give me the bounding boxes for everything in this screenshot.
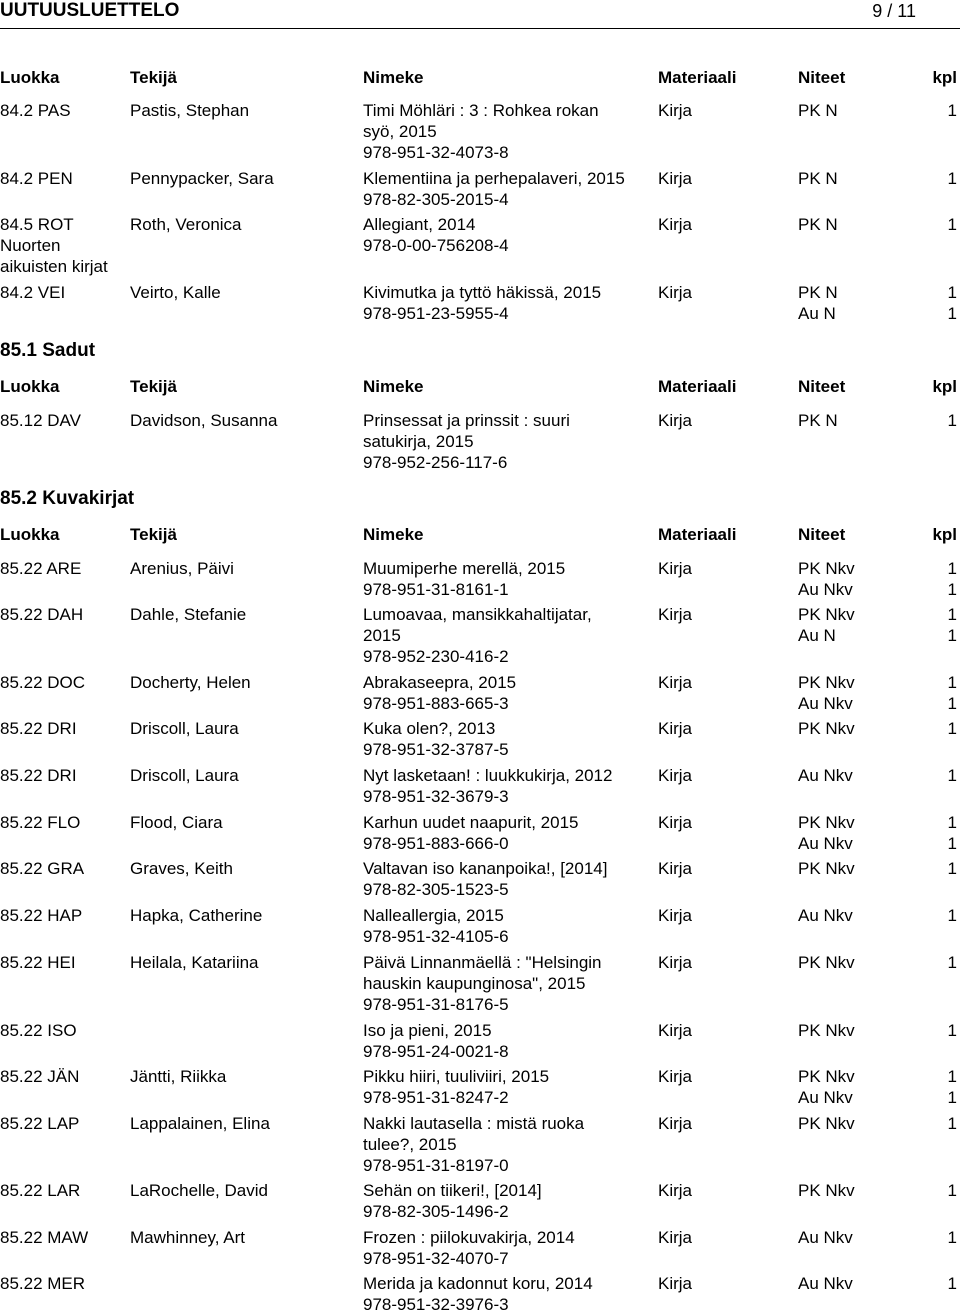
cell-nimeke: Pikku hiiri, tuuliviiri, 2015 bbox=[363, 1067, 550, 1086]
cell-kpl: 1 bbox=[947, 673, 957, 692]
cell-luokka: 84.2 PAS bbox=[0, 101, 71, 120]
cell-luokka: 85.22 ARE bbox=[0, 559, 82, 578]
cell-niteet: PK Nkv bbox=[798, 1021, 855, 1040]
cell-luokka: 85.22 DRI bbox=[0, 766, 77, 785]
cell-niteet: Au Nkv bbox=[798, 834, 853, 853]
cell-kpl: 1 bbox=[947, 953, 957, 972]
cell-materiaali: Kirja bbox=[658, 1181, 693, 1200]
cell-kpl: 1 bbox=[947, 559, 957, 578]
cell-nimeke: Kuka olen?, 2013 bbox=[363, 719, 496, 738]
cell-materiaali: Kirja bbox=[658, 813, 693, 832]
cell-luokka: 85.22 ISO bbox=[0, 1021, 77, 1040]
cell-nimeke: 978-0-00-756208-4 bbox=[363, 236, 509, 255]
cell-luokka: 85.22 DAH bbox=[0, 605, 84, 624]
column-header-nimeke: Nimeke bbox=[363, 377, 424, 396]
cell-luokka: 84.2 PEN bbox=[0, 169, 73, 188]
cell-kpl: 1 bbox=[947, 719, 957, 738]
cell-kpl: 1 bbox=[947, 1228, 957, 1247]
column-header-niteet: Niteet bbox=[798, 525, 846, 544]
section-title: 85.1 Sadut bbox=[0, 340, 96, 361]
cell-nimeke: 978-951-31-8197-0 bbox=[363, 1156, 509, 1175]
cell-kpl: 1 bbox=[947, 906, 957, 925]
cell-nimeke: 978-951-24-0021-8 bbox=[363, 1042, 509, 1061]
cell-kpl: 1 bbox=[947, 1114, 957, 1133]
column-header-luokka: Luokka bbox=[0, 525, 60, 544]
cell-nimeke: hauskin kaupunginosa", 2015 bbox=[363, 974, 586, 993]
cell-luokka: 85.22 DOC bbox=[0, 673, 86, 692]
cell-kpl: 1 bbox=[947, 766, 957, 785]
cell-kpl: 1 bbox=[947, 1021, 957, 1040]
cell-nimeke: Päivä Linnanmäellä : "Helsingin bbox=[363, 953, 602, 972]
cell-niteet: PK Nkv bbox=[798, 559, 855, 578]
cell-nimeke: satukirja, 2015 bbox=[363, 432, 474, 451]
cell-materiaali: Kirja bbox=[658, 283, 693, 302]
cell-tekija: Mawhinney, Art bbox=[130, 1228, 245, 1247]
cell-nimeke: Lumoavaa, mansikkahaltijatar, bbox=[363, 605, 592, 624]
cell-tekija: Pennypacker, Sara bbox=[130, 169, 274, 188]
cell-tekija: Hapka, Catherine bbox=[130, 906, 263, 925]
cell-kpl: 1 bbox=[947, 1181, 957, 1200]
cell-nimeke: Nyt lasketaan! : luukkukirja, 2012 bbox=[363, 766, 613, 785]
cell-niteet: PK Nkv bbox=[798, 605, 855, 624]
cell-nimeke: Klementiina ja perhepalaveri, 2015 bbox=[363, 169, 625, 188]
cell-materiaali: Kirja bbox=[658, 719, 693, 738]
cell-luokka: 85.22 HAP bbox=[0, 906, 83, 925]
header-rule bbox=[0, 28, 960, 29]
column-header-tekija: Tekijä bbox=[130, 525, 177, 544]
cell-materiaali: Kirja bbox=[658, 411, 693, 430]
cell-tekija: Docherty, Helen bbox=[130, 673, 251, 692]
cell-nimeke: 978-951-883-665-3 bbox=[363, 694, 509, 713]
column-header-row bbox=[0, 376, 960, 398]
cell-nimeke: Sehän on tiikeri!, [2014] bbox=[363, 1181, 542, 1200]
cell-kpl: 1 bbox=[947, 813, 957, 832]
cell-niteet: Au Nkv bbox=[798, 906, 853, 925]
cell-niteet: PK Nkv bbox=[798, 1114, 855, 1133]
cell-luokka: 84.2 VEI bbox=[0, 283, 66, 302]
cell-kpl: 1 bbox=[947, 834, 957, 853]
cell-kpl: 1 bbox=[947, 101, 957, 120]
cell-niteet: PK Nkv bbox=[798, 719, 855, 738]
cell-niteet: PK N bbox=[798, 411, 838, 430]
cell-nimeke: 978-951-32-3787-5 bbox=[363, 740, 509, 759]
cell-luokka: 85.22 LAR bbox=[0, 1181, 81, 1200]
cell-kpl: 1 bbox=[947, 694, 957, 713]
cell-nimeke: 978-951-32-4073-8 bbox=[363, 143, 509, 162]
cell-nimeke: 978-951-32-4070-7 bbox=[363, 1249, 509, 1268]
column-header-tekija: Tekijä bbox=[130, 377, 177, 396]
cell-niteet: Au Nkv bbox=[798, 1274, 853, 1293]
cell-nimeke: Valtavan iso kananpoika!, [2014] bbox=[363, 859, 608, 878]
cell-nimeke: tulee?, 2015 bbox=[363, 1135, 457, 1154]
column-header-materiaali: Materiaali bbox=[658, 68, 737, 87]
cell-luokka: 85.22 MAW bbox=[0, 1228, 89, 1247]
page-number: 9 / 11 bbox=[872, 1, 916, 21]
cell-niteet: PK N bbox=[798, 215, 838, 234]
cell-niteet: Au N bbox=[798, 304, 836, 323]
cell-nimeke: 978-951-31-8161-1 bbox=[363, 580, 509, 599]
cell-nimeke: 978-951-23-5955-4 bbox=[363, 304, 509, 323]
cell-materiaali: Kirja bbox=[658, 101, 693, 120]
section-title: 85.2 Kuvakirjat bbox=[0, 488, 135, 509]
cell-nimeke: 978-951-32-4105-6 bbox=[363, 927, 509, 946]
column-header-luokka: Luokka bbox=[0, 377, 60, 396]
cell-tekija: Veirto, Kalle bbox=[130, 283, 221, 302]
column-header-kpl: kpl bbox=[932, 525, 957, 544]
cell-luokka: 85.22 DRI bbox=[0, 719, 77, 738]
cell-niteet: Au Nkv bbox=[798, 1228, 853, 1247]
cell-niteet: Au Nkv bbox=[798, 1088, 853, 1107]
cell-tekija: Davidson, Susanna bbox=[130, 411, 278, 430]
cell-materiaali: Kirja bbox=[658, 605, 693, 624]
cell-niteet: PK Nkv bbox=[798, 1067, 855, 1086]
cell-materiaali: Kirja bbox=[658, 766, 693, 785]
cell-tekija: Jäntti, Riikka bbox=[130, 1067, 227, 1086]
cell-materiaali: Kirja bbox=[658, 673, 693, 692]
cell-luokka: 85.22 MER bbox=[0, 1274, 86, 1293]
cell-kpl: 1 bbox=[947, 1067, 957, 1086]
cell-kpl: 1 bbox=[947, 304, 957, 323]
cell-materiaali: Kirja bbox=[658, 169, 693, 188]
cell-materiaali: Kirja bbox=[658, 215, 693, 234]
cell-kpl: 1 bbox=[947, 605, 957, 624]
column-header-tekija: Tekijä bbox=[130, 68, 177, 87]
cell-tekija: LaRochelle, David bbox=[130, 1181, 268, 1200]
column-header-kpl: kpl bbox=[932, 377, 957, 396]
column-header-luokka: Luokka bbox=[0, 68, 60, 87]
cell-materiaali: Kirja bbox=[658, 1274, 693, 1293]
column-header-kpl: kpl bbox=[932, 68, 957, 87]
cell-luokka: 85.22 GRA bbox=[0, 859, 85, 878]
cell-luokka: 85.22 FLO bbox=[0, 813, 81, 832]
cell-niteet: PK N bbox=[798, 101, 838, 120]
cell-nimeke: 978-952-230-416-2 bbox=[363, 647, 509, 666]
cell-materiaali: Kirja bbox=[658, 953, 693, 972]
cell-luokka: 84.5 ROT bbox=[0, 215, 74, 234]
cell-kpl: 1 bbox=[947, 411, 957, 430]
column-header-materiaali: Materiaali bbox=[658, 525, 737, 544]
cell-nimeke: 978-82-305-1496-2 bbox=[363, 1202, 509, 1221]
cell-tekija: Flood, Ciara bbox=[130, 813, 223, 832]
column-header-row bbox=[0, 67, 960, 89]
cell-nimeke: 978-951-32-3679-3 bbox=[363, 787, 509, 806]
cell-kpl: 1 bbox=[947, 626, 957, 645]
cell-luokka: 85.22 JÄN bbox=[0, 1067, 80, 1086]
cell-nimeke: Karhun uudet naapurit, 2015 bbox=[363, 813, 579, 832]
column-header-nimeke: Nimeke bbox=[363, 525, 424, 544]
column-header-row bbox=[0, 524, 960, 546]
catalog-title: UUTUUSLUETTELO bbox=[0, 0, 180, 21]
cell-tekija: Lappalainen, Elina bbox=[130, 1114, 270, 1133]
cell-kpl: 1 bbox=[947, 1088, 957, 1107]
cell-kpl: 1 bbox=[947, 283, 957, 302]
cell-luokka: aikuisten kirjat bbox=[0, 257, 108, 276]
cell-materiaali: Kirja bbox=[658, 859, 693, 878]
cell-tekija: Heilala, Katariina bbox=[130, 953, 259, 972]
cell-niteet: PK N bbox=[798, 169, 838, 188]
cell-nimeke: 978-82-305-1523-5 bbox=[363, 880, 509, 899]
cell-nimeke: Frozen : piilokuvakirja, 2014 bbox=[363, 1228, 575, 1247]
cell-luokka: 85.22 HEI bbox=[0, 953, 76, 972]
column-header-niteet: Niteet bbox=[798, 68, 846, 87]
cell-niteet: PK N bbox=[798, 283, 838, 302]
cell-nimeke: 978-951-32-3976-3 bbox=[363, 1295, 509, 1314]
cell-materiaali: Kirja bbox=[658, 1021, 693, 1040]
cell-materiaali: Kirja bbox=[658, 1228, 693, 1247]
cell-niteet: Au Nkv bbox=[798, 580, 853, 599]
cell-niteet: PK Nkv bbox=[798, 673, 855, 692]
cell-kpl: 1 bbox=[947, 1274, 957, 1293]
cell-tekija: Driscoll, Laura bbox=[130, 766, 239, 785]
cell-nimeke: 978-951-883-666-0 bbox=[363, 834, 509, 853]
cell-tekija: Driscoll, Laura bbox=[130, 719, 239, 738]
cell-materiaali: Kirja bbox=[658, 559, 693, 578]
cell-nimeke: Kivimutka ja tyttö häkissä, 2015 bbox=[363, 283, 602, 302]
cell-nimeke: Nalleallergia, 2015 bbox=[363, 906, 504, 925]
column-header-materiaali: Materiaali bbox=[658, 377, 737, 396]
column-header-niteet: Niteet bbox=[798, 377, 846, 396]
cell-nimeke: Nakki lautasella : mistä ruoka bbox=[363, 1114, 585, 1133]
cell-nimeke: 978-951-31-8247-2 bbox=[363, 1088, 509, 1107]
cell-luokka: 85.12 DAV bbox=[0, 411, 81, 430]
cell-nimeke: Abrakaseepra, 2015 bbox=[363, 673, 517, 692]
cell-nimeke: Muumiperhe merellä, 2015 bbox=[363, 559, 566, 578]
cell-materiaali: Kirja bbox=[658, 906, 693, 925]
cell-nimeke: Merida ja kadonnut koru, 2014 bbox=[363, 1274, 593, 1293]
cell-nimeke: Prinsessat ja prinssit : suuri bbox=[363, 411, 570, 430]
cell-niteet: Au N bbox=[798, 626, 836, 645]
cell-kpl: 1 bbox=[947, 859, 957, 878]
cell-tekija: Dahle, Stefanie bbox=[130, 605, 247, 624]
cell-niteet: PK Nkv bbox=[798, 1181, 855, 1200]
cell-luokka: Nuorten bbox=[0, 236, 61, 255]
cell-tekija: Roth, Veronica bbox=[130, 215, 242, 234]
cell-tekija: Graves, Keith bbox=[130, 859, 233, 878]
cell-nimeke: 2015 bbox=[363, 626, 401, 645]
cell-tekija: Arenius, Päivi bbox=[130, 559, 234, 578]
cell-niteet: PK Nkv bbox=[798, 953, 855, 972]
cell-kpl: 1 bbox=[947, 580, 957, 599]
cell-nimeke: Timi Möhläri : 3 : Rohkea rokan bbox=[363, 101, 599, 120]
cell-nimeke: Iso ja pieni, 2015 bbox=[363, 1021, 492, 1040]
cell-niteet: PK Nkv bbox=[798, 813, 855, 832]
cell-luokka: 85.22 LAP bbox=[0, 1114, 80, 1133]
cell-niteet: Au Nkv bbox=[798, 694, 853, 713]
cell-nimeke: Allegiant, 2014 bbox=[363, 215, 476, 234]
cell-niteet: PK Nkv bbox=[798, 859, 855, 878]
cell-materiaali: Kirja bbox=[658, 1114, 693, 1133]
cell-nimeke: 978-952-256-117-6 bbox=[363, 453, 508, 472]
cell-niteet: Au Nkv bbox=[798, 766, 853, 785]
cell-kpl: 1 bbox=[947, 215, 957, 234]
cell-materiaali: Kirja bbox=[658, 1067, 693, 1086]
cell-tekija: Pastis, Stephan bbox=[130, 101, 250, 120]
cell-nimeke: syö, 2015 bbox=[363, 122, 437, 141]
cell-nimeke: 978-951-31-8176-5 bbox=[363, 995, 509, 1014]
cell-kpl: 1 bbox=[947, 169, 957, 188]
column-header-nimeke: Nimeke bbox=[363, 68, 424, 87]
cell-nimeke: 978-82-305-2015-4 bbox=[363, 190, 509, 209]
